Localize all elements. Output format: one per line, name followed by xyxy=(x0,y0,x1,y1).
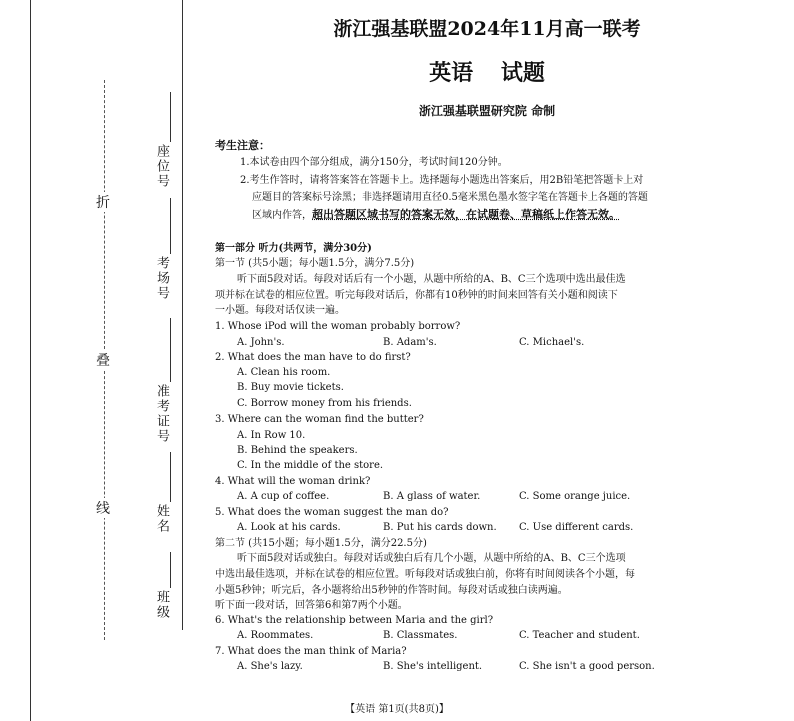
q6-option-b: B. Classmates. xyxy=(383,630,458,641)
fold-char-2: 叠 xyxy=(96,350,110,370)
q7-option-b: B. She's intelligent. xyxy=(383,661,483,672)
section2-instruction-2: 中选出最佳选项，并标在试卷的相应位置。听每段对话或独白前，你将有时间阅读各个小题，每 xyxy=(215,569,635,580)
fold-char-3: 线 xyxy=(96,498,110,518)
section2-instruction-3: 小题5秒钟；听完后，各小题将给出5秒钟的作答时间。每段对话或独白读两遍。 xyxy=(215,585,568,596)
q5-option-c: C. Use different cards. xyxy=(519,522,634,533)
q7-option-a: A. She's lazy. xyxy=(237,661,303,672)
q3-option-c: C. In the middle of the store. xyxy=(237,460,384,471)
author-line: 浙江强基联盟研究院 命制 xyxy=(418,104,556,118)
q1-option-b: B. Adam's. xyxy=(383,337,437,348)
margin-border-left xyxy=(30,0,31,721)
question-4: 4. What will the woman drink? xyxy=(215,476,371,487)
question-3: 3. Where can the woman find the butter? xyxy=(215,414,424,425)
q2-option-c: C. Borrow money from his friends. xyxy=(237,398,412,409)
question-6: 6. What's the relationship between Maria and the girl? xyxy=(215,615,494,626)
note-2-line-3 xyxy=(252,209,620,222)
question-1: 1. Whose iPod will the woman probably borrow? xyxy=(215,321,461,332)
seat-number-label: 座位号 xyxy=(154,144,169,189)
section1-instruction-2: 项并标在试卷的相应位置。听完每段对话后，你都有10秒钟的时间来回答有关小题和阅读下 xyxy=(215,290,618,301)
note-1: 1.本试卷由四个部分组成，满分150分，考试时间120分钟。 xyxy=(240,157,508,168)
section1-heading: 第一节 (共5小题；每小题1.5分，满分7.5分) xyxy=(215,258,415,269)
seat-underline xyxy=(170,92,171,142)
q6-option-c: C. Teacher and student. xyxy=(519,630,640,641)
section1-instruction-3: 一小题。每段对话仅读一遍。 xyxy=(215,305,345,316)
q3-option-a: A. In Row 10. xyxy=(237,430,306,441)
note-2-line-2: 应题目的答案标号涂黑；非选择题请用直径0.5毫米黑色墨水签字笔在答题卡上各题的答题 xyxy=(252,192,648,203)
part1-heading: 第一部分 听力(共两节，满分30分) xyxy=(215,243,372,254)
q5-option-a: A. Look at his cards. xyxy=(237,522,341,533)
name-label: 姓名 xyxy=(154,504,169,534)
room-underline xyxy=(170,198,171,254)
note-2-emphasis: 超出答题区域书写的答案无效，在试题卷、草稿纸上作答无效。 xyxy=(312,208,620,221)
q2-option-a: A. Clean his room. xyxy=(237,367,331,378)
name-underline xyxy=(170,452,171,502)
note-2-line-3-text: 区域内作答， xyxy=(252,210,312,221)
q2-option-b: B. Buy movie tickets. xyxy=(237,382,344,393)
notes-heading: 考生注意： xyxy=(215,139,270,152)
q6-option-a: A. Roommates. xyxy=(237,630,314,641)
q1-option-c: C. Michael's. xyxy=(519,337,585,348)
section2-instruction-1: 听下面5段对话或独白。每段对话或独白后有几个小题，从题中所给的A、B、C三个选项 xyxy=(237,553,626,564)
page-footer: 【英语 第1页(共8页)】 xyxy=(345,704,449,715)
q5-option-b: B. Put his cards down. xyxy=(383,522,497,533)
note-2-line-1: 2.考生作答时，请将答案答在答题卡上。选择题每小题选出答案后，用2B铅笔把答题卡上对 xyxy=(240,175,644,186)
fold-char-1: 折 xyxy=(96,192,110,212)
admission-number-label: 准考证号 xyxy=(154,384,169,444)
class-underline xyxy=(170,552,171,588)
ticket-underline xyxy=(170,318,171,382)
section2-instruction-4: 听下面一段对话，回答第6和第7两个小题。 xyxy=(215,600,408,611)
exam-title: 浙江强基联盟2024年11月高一联考 xyxy=(333,18,641,40)
exam-room-label: 考场号 xyxy=(154,256,169,301)
q3-option-b: B. Behind the speakers. xyxy=(237,445,358,456)
question-5: 5. What does the woman suggest the man do? xyxy=(215,507,449,518)
margin-border-right xyxy=(182,0,183,630)
section1-instruction-1: 听下面5段对话。每段对话后有一个小题，从题中所给的A、B、C三个选项中选出最佳选 xyxy=(237,274,626,285)
q4-option-c: C. Some orange juice. xyxy=(519,491,631,502)
question-2: 2. What does the man have to do first? xyxy=(215,352,411,363)
q1-option-a: A. John's. xyxy=(237,337,285,348)
question-7: 7. What does the man think of Maria? xyxy=(215,646,407,657)
section2-heading: 第二节 (共15小题；每小题1.5分，满分22.5分) xyxy=(215,538,427,549)
q7-option-c: C. She isn't a good person. xyxy=(519,661,655,672)
q4-option-b: B. A glass of water. xyxy=(383,491,481,502)
q4-option-a: A. A cup of coffee. xyxy=(237,491,330,502)
subject-title: 英语 试题 xyxy=(429,60,545,86)
class-label: 班级 xyxy=(154,590,169,620)
